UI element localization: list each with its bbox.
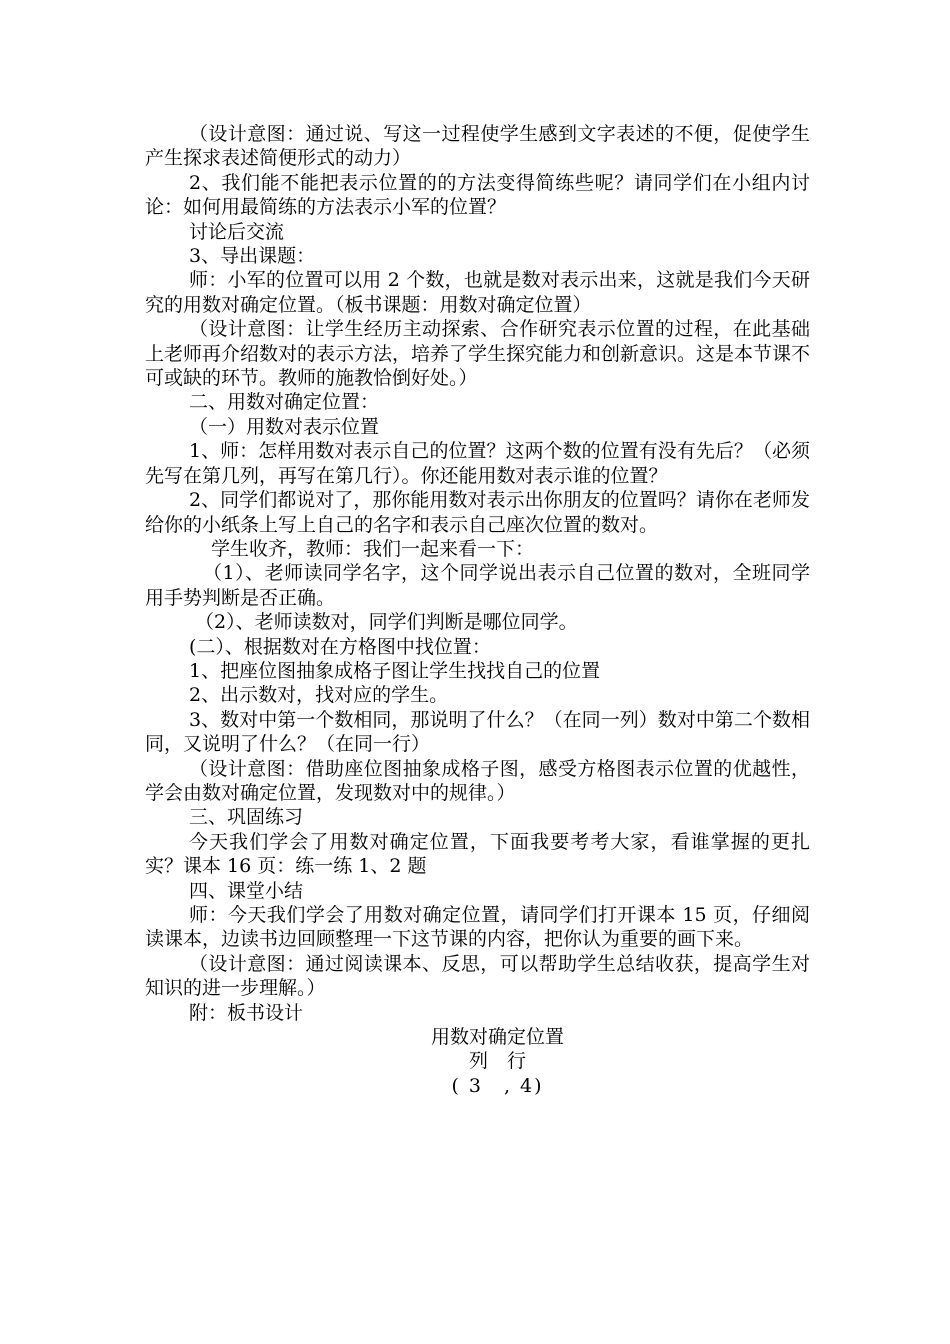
paragraph: 附：板书设计 bbox=[189, 1001, 304, 1024]
subsection-heading: (二）、根据数对在方格图中找位置： bbox=[189, 635, 491, 658]
subsection-heading: （一）用数对表示位置 bbox=[189, 415, 380, 438]
board-design bbox=[145, 1025, 810, 1098]
paragraph: （2）、老师读数对，同学们判断是哪位同学。 bbox=[195, 611, 578, 634]
paragraph: 3、数对中第一个数相同，那说明了什么？（在同一列）数对中第二个数相同，又说明了什么？（在同一行） bbox=[145, 708, 810, 756]
paragraph: 师：小军的位置可以用 2 个数，也就是数对表示出来，这就是我们今天研究的用数对确定位置。（板书课题：用数对确定位置） bbox=[145, 269, 810, 316]
paragraph: 2、出示数对，找对应的学生。 bbox=[189, 684, 449, 707]
board-labels: 列 行 bbox=[468, 1050, 526, 1073]
paragraph: 2、我们能不能把表示位置的的方法变得简练些呢？请同学们在小组内讨论：如何用最简练的方法表示小军的位置？ bbox=[145, 171, 810, 219]
section-heading: 三、巩固练习 bbox=[189, 806, 304, 829]
paragraph: 讨论后交流 bbox=[189, 220, 285, 243]
paragraph: 师：今天我们学会了用数对确定位置，请同学们打开课本 15 页，仔细阅读课本，边读书边回顾整理一下这节课的内容，把你认为重要的画下来。 bbox=[145, 904, 810, 951]
paragraph: （设计意图：通过说、写这一过程使学生感到文字表述的不便，促使学生产生探求表述简便形式的动力） bbox=[145, 123, 810, 170]
paragraph: （设计意图：让学生经历主动探索、合作研究表示位置的过程，在此基础上老师再介绍数对的表示方法，培养了学生探究能力和创新意识。这是本节课不可或缺的环节。教师的施教恰倒好处。） bbox=[145, 318, 811, 390]
board-pair: ( 3 , 4) bbox=[451, 1074, 544, 1097]
paragraph: 今天我们学会了用数对确定位置，下面我要考考大家，看谁掌握的更扎实？课本 16 页：练一练 1、2 题 bbox=[145, 830, 810, 878]
document-page bbox=[145, 122, 810, 1098]
board-title: 用数对确定位置 bbox=[430, 1026, 564, 1049]
paragraph: 学生收齐，教师：我们一起来看一下： bbox=[211, 537, 535, 560]
section-heading: 二、用数对确定位置： bbox=[189, 391, 380, 414]
paragraph: （1）、老师读同学名字，这个同学说出表示自己位置的数对，全班同学用手势判断是否正确。 bbox=[145, 562, 810, 609]
paragraph: 2、同学们都说对了，那你能用数对表示出你朋友的位置吗？请你在老师发给你的小纸条上写上自己的名字和表示自己座次位置的数对。 bbox=[145, 489, 810, 536]
paragraph: 1、师：怎样用数对表示自己的位置？这两个数的位置有没有先后？（必须先写在第几列，再写在第几行）。你还能用数对表示谁的位置？ bbox=[145, 440, 810, 487]
paragraph: （设计意图：借助座位图抽象成格子图，感受方格图表示位置的优越性，学会由数对确定位置，发现数对中的规律。） bbox=[145, 757, 810, 804]
section-heading: 四、课堂小结 bbox=[189, 879, 304, 902]
paragraph: 3、导出课题： bbox=[189, 245, 316, 268]
paragraph: （设计意图：通过阅读课本、反思，可以帮助学生总结收获，提高学生对知识的进一步理解。） bbox=[145, 952, 810, 1000]
paragraph: 1、把座位图抽象成格子图让学生找找自己的位置 bbox=[189, 659, 601, 682]
